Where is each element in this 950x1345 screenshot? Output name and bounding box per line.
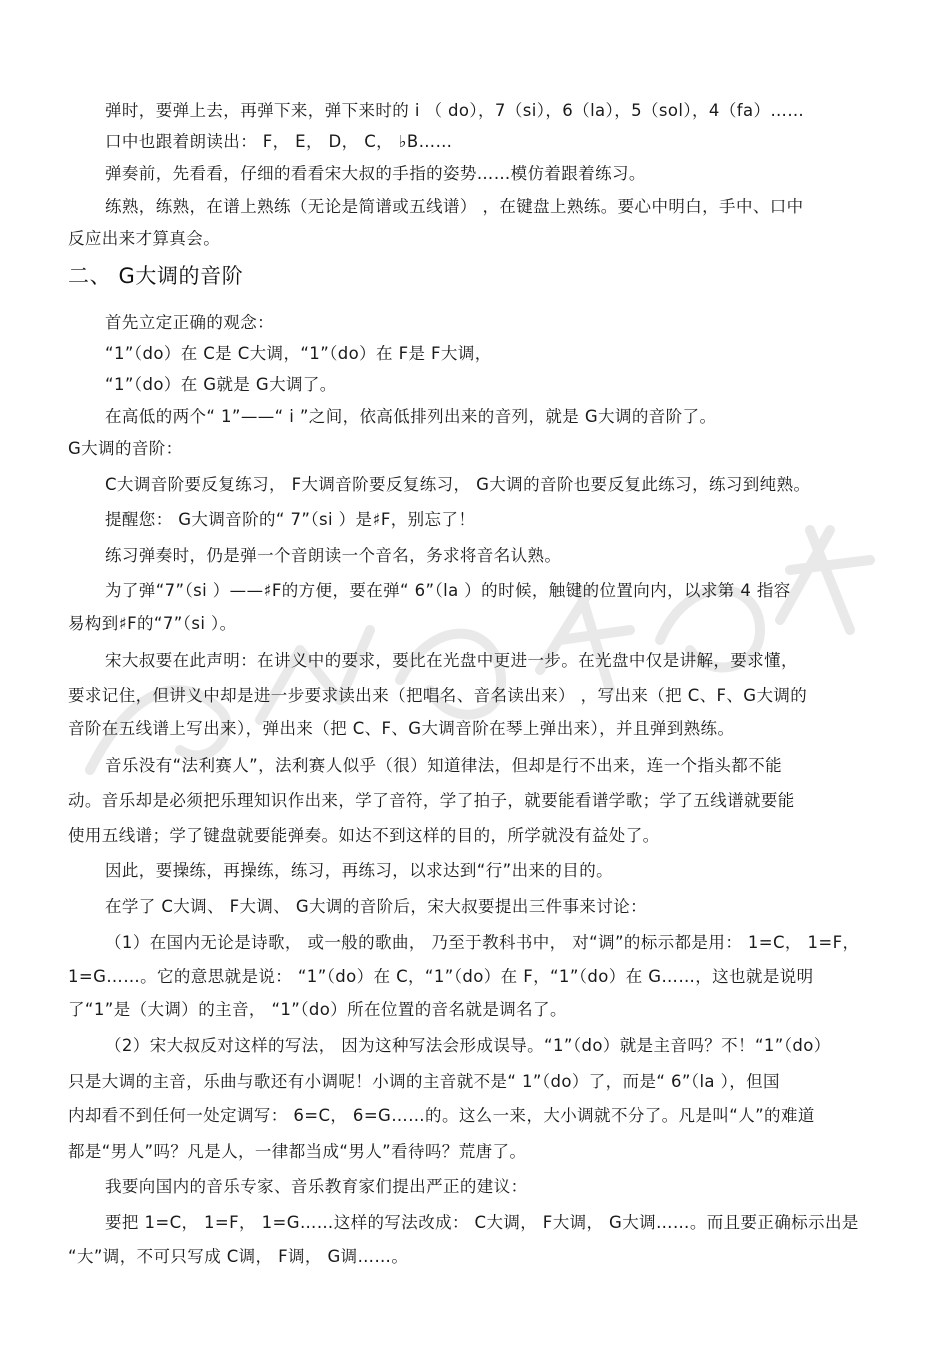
text-line: 提醒您： G大调音阶的“ 7”（si ）是♯F，别忘了！ — [105, 510, 476, 529]
text-line: 1=G……。它的意思就是说： “1”（do）在 C，“1”（do）在 F，“1”（do）在 G……，这也就是说明 — [68, 967, 814, 986]
text-line: 我要向国内的音乐专家、音乐教育家们提出严正的建议： — [105, 1177, 528, 1196]
section-heading: 二、 G大调的音阶 — [68, 264, 244, 288]
text-line: 为了弹“7”（si ）——♯F的方便，要在弹“ 6”（la ）的时候，触键的位置向内，以求第 4 指容 — [105, 581, 791, 600]
text-line: 使用五线谱；学了键盘就要能弹奏。如达不到这样的目的，所学就没有益处了。 — [68, 826, 660, 845]
text-line: 弹奏前，先看看，仔细的看看宋大叔的手指的姿势……模仿着跟着练习。 — [105, 164, 646, 183]
text-line: 动。音乐却是必须把乐理知识作出来，学了音符，学了拍子，就要能看谱学歌；学了五线谱就要能 — [68, 791, 795, 810]
text-line: 易构到♯F的“7”（si ）。 — [68, 614, 237, 633]
text-line: 在学了 C大调、 F大调、 G大调的音阶后，宋大叔要提出三件事来讨论： — [105, 897, 648, 916]
text-line: “1”（do）在 C是 C大调，“1”（do）在 F是 F大调， — [105, 344, 492, 363]
text-line: 要求记住，但讲义中却是进一步要求读出来（把唱名、音名读出来） ，写出来（把 C、F、G大调的 — [68, 686, 808, 705]
text-line: 音乐没有“法利赛人”，法利赛人似乎（很）知道律法，但却是行不出来，连一个指头都不能 — [105, 756, 782, 775]
text-line: 弹时，要弹上去，再弹下来，弹下来时的 i （ do），7（si），6（la），5（sol），4（fa）…… — [105, 101, 805, 120]
text-line: 内却看不到任何一处定调写： 6=C， 6=G……的。这么一来，大小调就不分了。凡是叫“人”的难道 — [68, 1106, 815, 1125]
text-line: “大”调，不可只写成 C调， F调， G调……。 — [68, 1247, 409, 1266]
text-line: （2）宋大叔反对这样的写法， 因为这种写法会形成误导。“1”（do）就是主音吗？不！“1”（do） — [105, 1036, 831, 1055]
text-line: （1）在国内无论是诗歌， 或一般的歌曲， 乃至于教科书中， 对“调”的标示都是用： 1=C， 1=F， — [105, 933, 860, 952]
text-line: C大调音阶要反复练习， F大调音阶要反复练习， G大调的音阶也要反复此练习，练习到纯熟。 — [105, 475, 811, 494]
text-line: 因此，要操练，再操练，练习，再练习，以求达到“行”出来的目的。 — [105, 861, 613, 880]
text-line: 要把 1=C， 1=F， 1=G……这样的写法改成： C大调， F大调， G大调……。而且要正确标示出是 — [105, 1213, 859, 1232]
text-line: 练熟，练熟，在谱上熟练（无论是简谱或五线谱） ，在键盘上熟练。要心中明白，手中、口中 — [105, 197, 804, 216]
text-line: 宋大叔要在此声明：在讲义中的要求，要比在光盘中更进一步。在光盘中仅是讲解，要求懂， — [105, 651, 798, 670]
text-line: “1”（do）在 G就是 G大调了。 — [105, 375, 337, 394]
text-line: 练习弹奏时，仍是弹一个音朗读一个音名，务求将音名认熟。 — [105, 546, 562, 565]
text-line: 在高低的两个“ 1”——“ i ”之间，依高低排列出来的音列，就是 G大调的音阶了。 — [105, 407, 717, 426]
text-line: G大调的音阶： — [68, 439, 183, 458]
text-line: 反应出来才算真会。 — [68, 229, 221, 248]
text-line: 只是大调的主音，乐曲与歌还有小调呢！小调的主音就不是“ 1”（do）了，而是“ 6”（la ），但国 — [68, 1072, 780, 1091]
text-line: 了“1”是（大调）的主音， “1”（do）所在位置的音名就是调名了。 — [68, 1000, 567, 1019]
text-line: 首先立定正确的观念： — [105, 313, 274, 332]
text-line: 都是“男人”吗？凡是人，一律都当成“男人”看待吗？荒唐了。 — [68, 1142, 527, 1161]
text-line: 口中也跟着朗读出： F， E， D， C， ♭B…… — [105, 132, 453, 151]
text-line: 音阶在五线谱上写出来），弹出来（把 C、F、G大调音阶在琴上弹出来），并且弹到熟练。 — [68, 719, 735, 738]
